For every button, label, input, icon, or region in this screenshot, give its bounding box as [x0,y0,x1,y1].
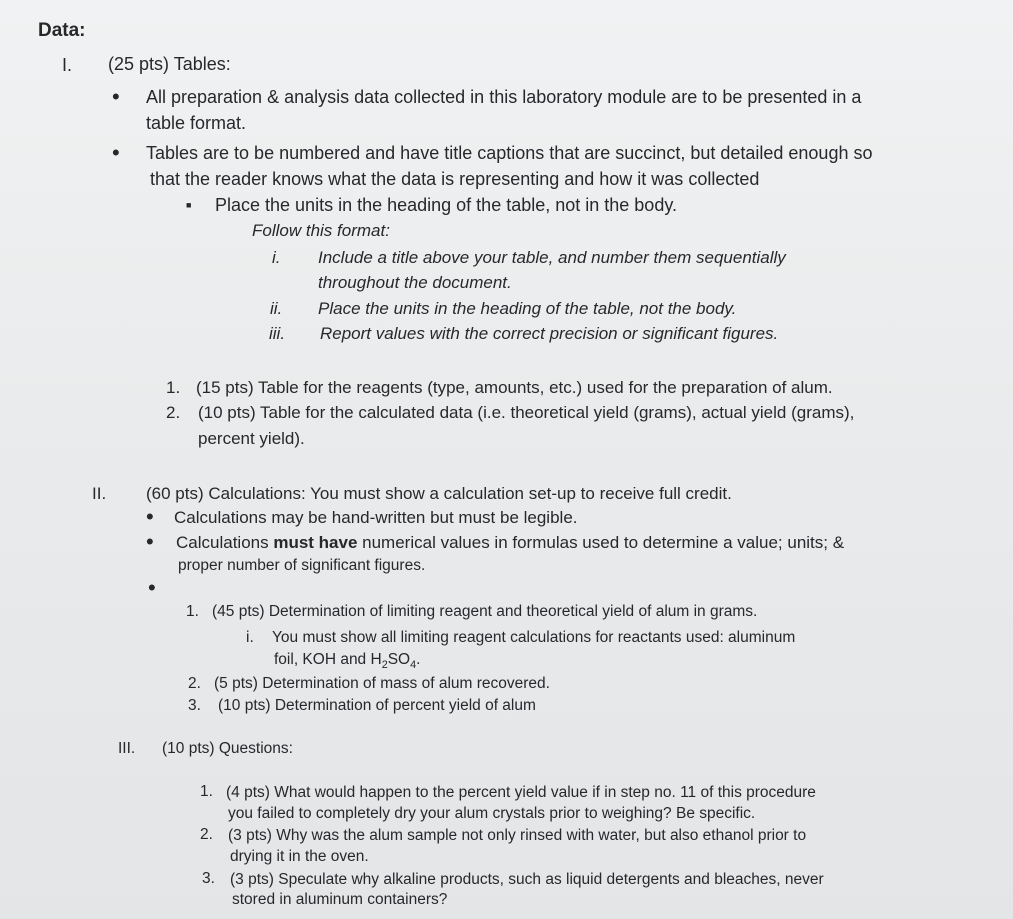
question-3-line-1: (3 pts) Speculate why alkaline products, such as liquid detergents and bleaches, never [230,871,824,888]
bullet-icon: • [148,575,156,600]
section-2-title: (60 pts) Calculations: You must show a calculation set-up to receive full credit. [146,484,732,503]
format-item-1-line-2: throughout the document. [318,273,512,292]
question-1-line-2: you failed to completely dry your alum crystals prior to weighing? Be specific. [228,805,756,822]
section-3-numeral: III. [118,740,136,757]
format-item-3-text: Report values with the correct precision or significant figures. [320,324,779,343]
section-2-item-1-number: 1. [186,603,199,620]
follow-format-label: Follow this format: [252,221,390,240]
section-2-bullet-1: Calculations may be hand-written but must be legible. [174,508,578,527]
section-2-item-3-number: 3. [188,697,201,714]
question-1-number: 1. [200,783,213,800]
section-2-item-3-text: (10 pts) Determination of percent yield of alum [218,697,536,714]
section-1-sub-bullet: Place the units in the heading of the table, not in the body. [215,195,677,215]
section-1-item-1-text: (15 pts) Table for the reagents (type, amounts, etc.) used for the preparation of alum. [196,378,833,397]
section-2-bullet-2-line-1: Calculations must have numerical values in formulas used to determine a value; units; & [176,533,845,552]
question-1-line-1: (4 pts) What would happen to the percent yield value if in step no. 11 of this procedure [226,784,816,801]
section-2-numeral: II. [92,484,107,503]
format-item-2-text: Place the units in the heading of the table, not the body. [318,299,737,318]
section-2-sub-i-number: i. [246,629,254,646]
format-item-3-number: iii. [269,324,286,343]
section-1-bullet-1-line-2: table format. [146,113,247,133]
section-2-item-2-text: (5 pts) Determination of mass of alum recovered. [214,675,550,692]
section-1-item-1-number: 1. [166,378,181,397]
section-1-item-2-line-2: percent yield). [198,429,305,448]
question-3-line-2: stored in aluminum containers? [232,891,448,908]
section-1-bullet-1-line-1: All preparation & analysis data collected in this laboratory module are to be presented in a [146,87,862,107]
section-2-item-2-number: 2. [188,675,201,692]
section-1-item-2-line-1: (10 pts) Table for the calculated data (i.e. theoretical yield (grams), actual yield (grams), [198,403,855,422]
section-3-title: (10 pts) Questions: [162,740,293,757]
question-2-line-1: (3 pts) Why was the alum sample not only rinsed with water, but also ethanol prior to [228,827,807,844]
section-2-bullet-2-line-2: proper number of significant figures. [178,557,426,574]
section-1-item-2-number: 2. [166,403,181,422]
format-item-2-number: ii. [270,299,283,318]
section-2-sub-i-line-1: You must show all limiting reagent calculations for reactants used: aluminum [272,629,796,646]
section-1-bullet-2-line-1: Tables are to be numbered and have title captions that are succinct, but detailed enough so [146,143,873,163]
bullet-icon: • [146,504,154,529]
section-1-title: (25 pts) Tables: [108,54,231,74]
section-2-item-1-text: (45 pts) Determination of limiting reagent and theoretical yield of alum in grams. [212,603,758,620]
bullet-icon: • [112,140,120,165]
question-2-line-2: drying it in the oven. [230,848,369,865]
format-item-1-line-1: Include a title above your table, and number them sequentially [318,248,786,267]
section-2-sub-i-line-2: foil, KOH and $H_2SO_4$. [274,651,421,672]
square-bullet-icon: ■ [186,200,192,210]
question-3-number: 3. [202,870,215,887]
format-item-1-number: i. [272,248,281,267]
section-1-numeral: I. [62,55,73,75]
bullet-icon: • [112,84,120,109]
data-heading: Data: [38,20,86,41]
section-1-bullet-2-line-2: that the reader knows what the data is representing and how it was collected [150,169,760,189]
question-2-number: 2. [200,826,213,843]
bullet-icon: • [146,529,154,554]
